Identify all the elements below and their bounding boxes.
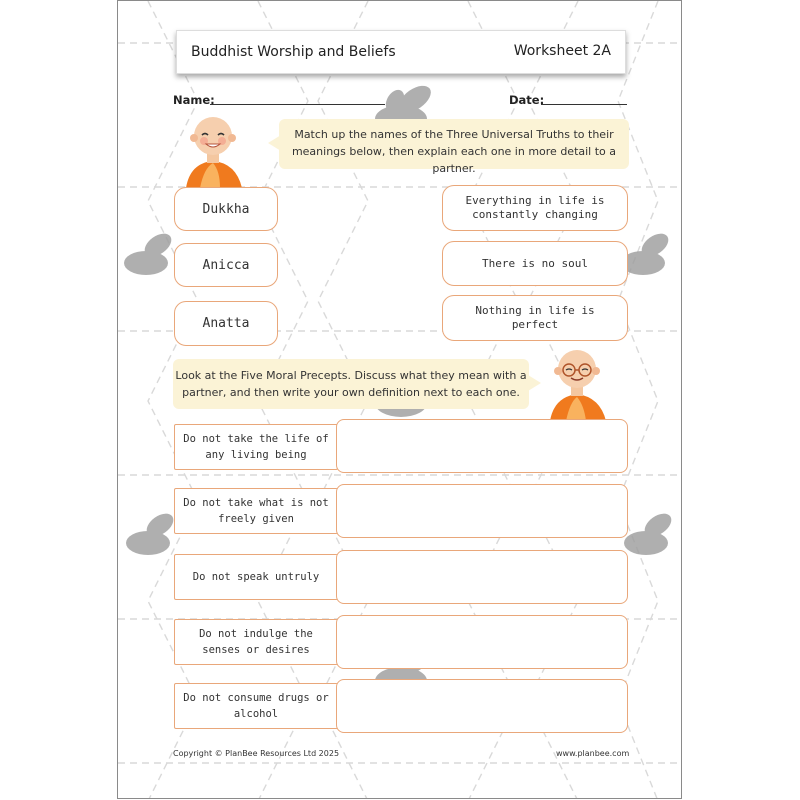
definition-input-1[interactable]: [336, 419, 628, 473]
precept-label: Do not take the life of any living being: [183, 433, 329, 461]
worksheet-title: Buddhist Worship and Beliefs: [191, 44, 396, 60]
precept-card-1: [174, 424, 338, 470]
meaning-label: Nothing in life is perfect: [475, 304, 595, 331]
precept-card-2: [174, 488, 338, 534]
task1-instruction: Match up the names of the Three Universal Truths to their meanings below, then explain each one in more detail to a partner.: [279, 119, 629, 169]
precept-label: Do not consume drugs or alcohol: [183, 692, 329, 720]
definition-input-3[interactable]: [336, 550, 628, 604]
meaning-card-changing[interactable]: [442, 185, 628, 231]
definition-input-4[interactable]: [336, 615, 628, 669]
worksheet-page: [117, 0, 682, 799]
term-label: Anatta: [202, 316, 250, 331]
monk-with-glasses-illustration: [544, 347, 610, 421]
term-card-dukkha[interactable]: [174, 187, 278, 231]
meaning-card-no-soul[interactable]: [442, 241, 628, 286]
definition-input-2[interactable]: [336, 484, 628, 538]
speech-bubble-tail: [268, 135, 281, 151]
term-card-anicca[interactable]: [174, 243, 278, 287]
meaning-card-not-perfect[interactable]: [442, 295, 628, 341]
date-field[interactable]: [541, 104, 627, 105]
name-label: Name:: [173, 93, 215, 107]
precept-card-3: [174, 554, 338, 600]
definition-input-5[interactable]: [336, 679, 628, 733]
copyright-text: Copyright © PlanBee Resources Ltd 2025: [173, 749, 340, 758]
precept-label: Do not indulge the senses or desires: [199, 628, 313, 656]
precept-label: Do not take what is not freely given: [183, 497, 329, 525]
term-label: Anicca: [202, 257, 250, 273]
precept-label: Do not speak untruly: [192, 571, 320, 583]
term-card-anatta[interactable]: [174, 301, 278, 346]
worksheet-number: Worksheet 2A: [513, 43, 611, 59]
monk-illustration: [180, 113, 246, 188]
meaning-label: Everything in life is constantly changing: [465, 194, 605, 221]
name-field[interactable]: [210, 104, 385, 105]
speech-bubble-tail: [528, 375, 541, 391]
term-label: Dukkha: [202, 201, 250, 217]
precept-card-4: [174, 619, 338, 665]
task2-instruction: Look at the Five Moral Precepts. Discuss what they mean with a partner, and then write your own definition next to each one.: [173, 359, 529, 409]
website-link[interactable]: www.planbee.com: [556, 749, 630, 758]
meaning-label: There is no soul: [482, 256, 588, 270]
precept-card-5: [174, 683, 338, 729]
worksheet-header: [176, 30, 626, 74]
date-label: Date:: [509, 93, 545, 107]
